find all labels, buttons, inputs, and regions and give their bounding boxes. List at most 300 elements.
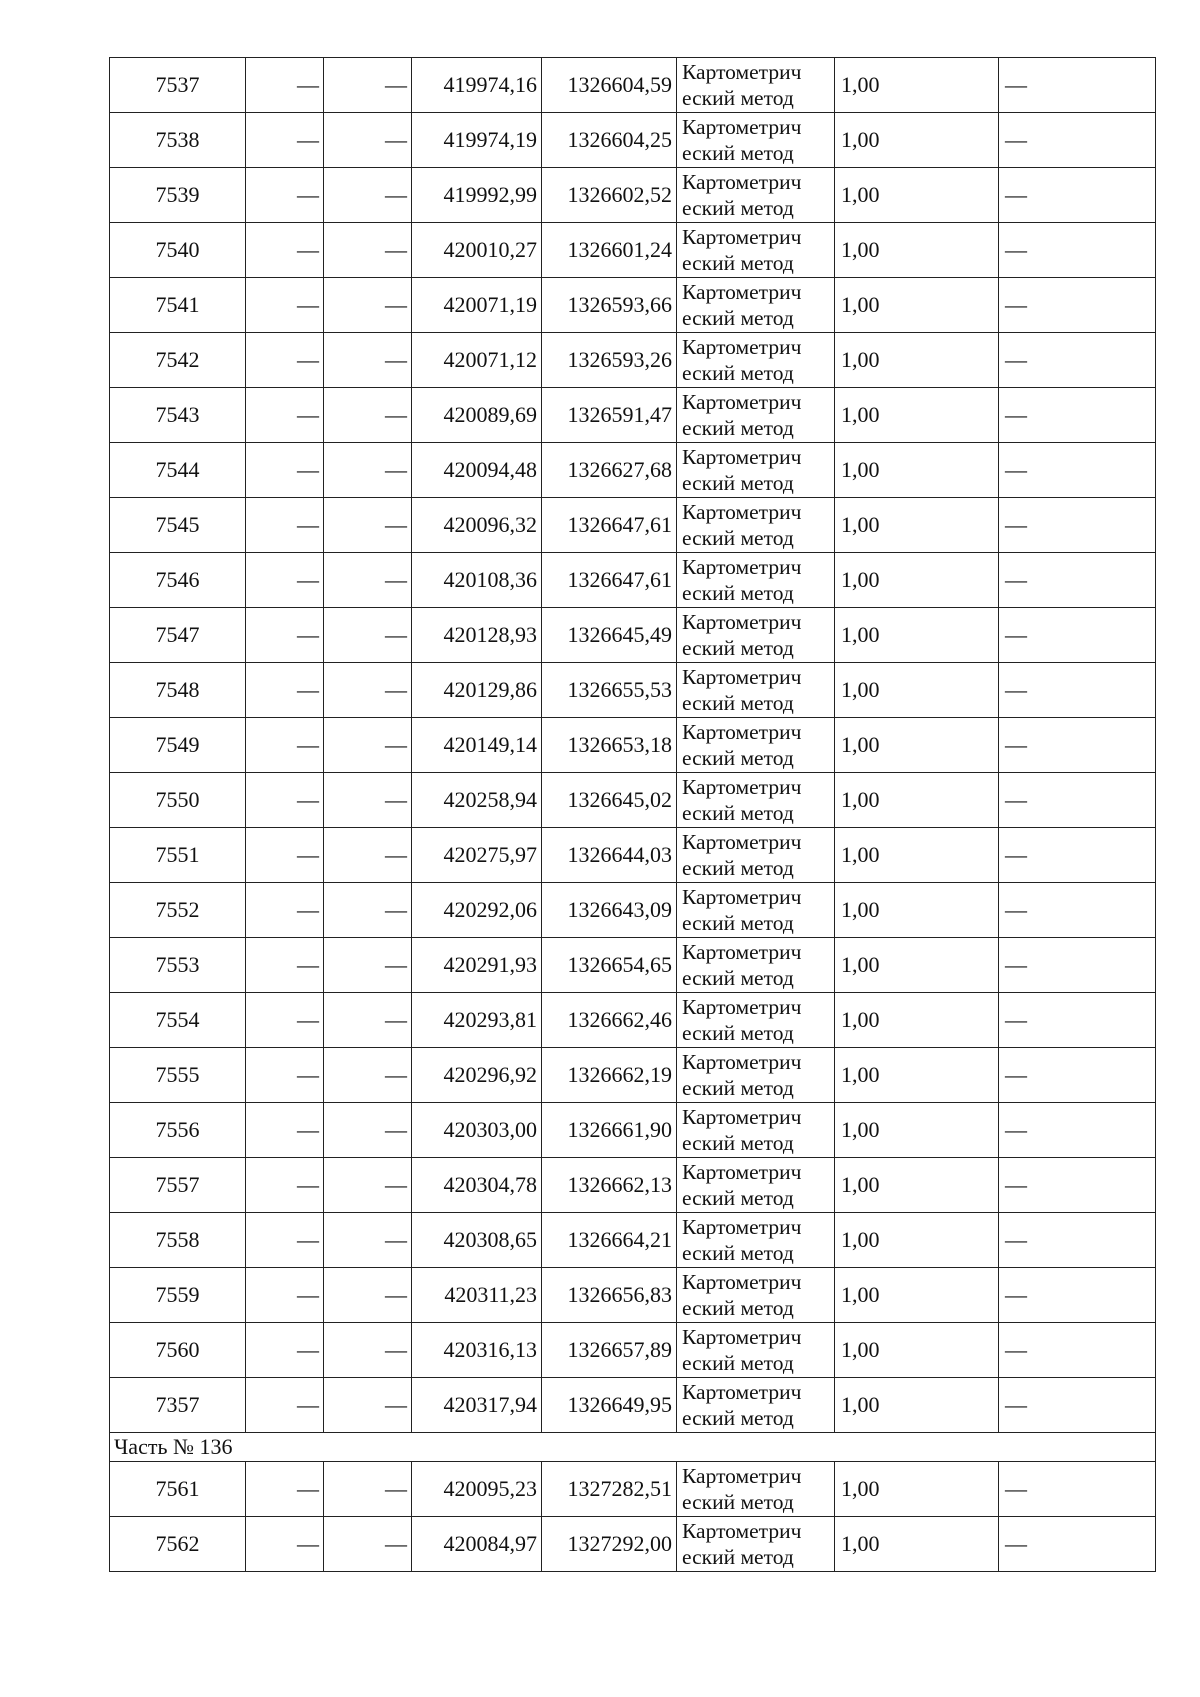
point-number-cell: 7538 [110,113,246,168]
new-y-cell: 1326664,21 [542,1213,677,1268]
point-number-cell: 7357 [110,1378,246,1433]
point-number-cell: 7552 [110,883,246,938]
table-row [110,938,1156,993]
old-y-cell: — [324,58,412,113]
method-cell [677,773,835,828]
old-x-cell: — [246,223,324,278]
table-row [110,113,1156,168]
accuracy-cell: 1,00 [835,1158,999,1213]
point-number-cell: 7539 [110,168,246,223]
new-x-cell: 420292,06 [412,883,542,938]
method-line-2: еский метод [682,1131,794,1155]
table-row [110,1213,1156,1268]
description-cell: — [999,718,1156,773]
description-cell: — [999,1268,1156,1323]
method-cell [677,223,835,278]
accuracy-cell: 1,00 [835,278,999,333]
old-y-cell: — [324,1048,412,1103]
accuracy-cell: 1,00 [835,1103,999,1158]
new-x-cell: 420149,14 [412,718,542,773]
method-line-2: еский метод [682,416,794,440]
method-line-1: Картометрич [682,1270,802,1294]
new-x-cell: 419974,19 [412,113,542,168]
new-y-cell: 1326662,19 [542,1048,677,1103]
description-cell: — [999,168,1156,223]
method-cell [677,1213,835,1268]
new-x-cell: 420316,13 [412,1323,542,1378]
method-cell [677,278,835,333]
old-x-cell: — [246,388,324,443]
table-row [110,773,1156,828]
new-y-cell: 1326662,46 [542,993,677,1048]
new-y-cell: 1326647,61 [542,553,677,608]
new-y-cell: 1326604,59 [542,58,677,113]
method-line-1: Картометрич [682,665,802,689]
method-line-2: еский метод [682,306,794,330]
new-x-cell: 420094,48 [412,443,542,498]
method-cell [677,1323,835,1378]
method-line-2: еский метод [682,1186,794,1210]
point-number-cell: 7540 [110,223,246,278]
description-cell: — [999,993,1156,1048]
old-x-cell: — [246,1268,324,1323]
new-y-cell: 1326653,18 [542,718,677,773]
accuracy-cell: 1,00 [835,223,999,278]
accuracy-cell: 1,00 [835,773,999,828]
old-y-cell: — [324,443,412,498]
old-x-cell: — [246,938,324,993]
accuracy-cell: 1,00 [835,58,999,113]
new-x-cell: 420275,97 [412,828,542,883]
method-line-2: еский метод [682,966,794,990]
description-cell: — [999,58,1156,113]
new-x-cell: 420096,32 [412,498,542,553]
old-x-cell: — [246,1517,324,1572]
method-line-1: Картометрич [682,775,802,799]
section-header-row [110,1433,1156,1462]
old-y-cell: — [324,718,412,773]
old-x-cell: — [246,883,324,938]
old-y-cell: — [324,828,412,883]
method-line-1: Картометрич [682,225,802,249]
method-cell [677,168,835,223]
point-number-cell: 7547 [110,608,246,663]
method-line-2: еский метод [682,801,794,825]
table-row [110,443,1156,498]
method-line-1: Картометрич [682,1519,802,1543]
old-x-cell: — [246,498,324,553]
new-y-cell: 1327292,00 [542,1517,677,1572]
new-x-cell: 420258,94 [412,773,542,828]
new-y-cell: 1326593,26 [542,333,677,388]
section-label: Часть № 136 [110,1433,1156,1462]
point-number-cell: 7550 [110,773,246,828]
point-number-cell: 7557 [110,1158,246,1213]
description-cell: — [999,113,1156,168]
description-cell: — [999,1048,1156,1103]
new-y-cell: 1326643,09 [542,883,677,938]
table-row [110,1378,1156,1433]
old-y-cell: — [324,278,412,333]
method-line-2: еский метод [682,1545,794,1569]
new-x-cell: 420108,36 [412,553,542,608]
new-y-cell: 1326657,89 [542,1323,677,1378]
method-line-1: Картометрич [682,1380,802,1404]
method-line-2: еский метод [682,86,794,110]
accuracy-cell: 1,00 [835,663,999,718]
method-line-1: Картометрич [682,830,802,854]
description-cell: — [999,223,1156,278]
method-line-1: Картометрич [682,555,802,579]
method-line-1: Картометрич [682,390,802,414]
old-x-cell: — [246,1048,324,1103]
method-line-2: еский метод [682,1296,794,1320]
method-cell [677,938,835,993]
old-y-cell: — [324,553,412,608]
accuracy-cell: 1,00 [835,1378,999,1433]
old-y-cell: — [324,223,412,278]
description-cell: — [999,1213,1156,1268]
method-line-2: еский метод [682,856,794,880]
table-row [110,993,1156,1048]
table-row [110,223,1156,278]
old-x-cell: — [246,168,324,223]
method-line-2: еский метод [682,1490,794,1514]
old-y-cell: — [324,773,412,828]
new-x-cell: 420084,97 [412,1517,542,1572]
old-x-cell: — [246,773,324,828]
description-cell: — [999,1462,1156,1517]
method-cell [677,58,835,113]
new-y-cell: 1326656,83 [542,1268,677,1323]
accuracy-cell: 1,00 [835,1517,999,1572]
new-y-cell: 1326645,02 [542,773,677,828]
table-row [110,553,1156,608]
new-y-cell: 1326601,24 [542,223,677,278]
method-line-1: Картометрич [682,885,802,909]
table-row [110,1103,1156,1158]
method-line-2: еский метод [682,691,794,715]
old-x-cell: — [246,1158,324,1213]
table-row [110,1268,1156,1323]
accuracy-cell: 1,00 [835,883,999,938]
method-line-2: еский метод [682,526,794,550]
description-cell: — [999,663,1156,718]
table-row [110,278,1156,333]
old-y-cell: — [324,938,412,993]
old-x-cell: — [246,1323,324,1378]
point-number-cell: 7561 [110,1462,246,1517]
accuracy-cell: 1,00 [835,718,999,773]
point-number-cell: 7541 [110,278,246,333]
new-x-cell: 420071,19 [412,278,542,333]
coordinates-table-body [110,58,1156,1572]
method-line-2: еский метод [682,361,794,385]
method-line-1: Картометрич [682,1325,802,1349]
point-number-cell: 7559 [110,1268,246,1323]
description-cell: — [999,388,1156,443]
point-number-cell: 7555 [110,1048,246,1103]
method-line-2: еский метод [682,196,794,220]
new-x-cell: 420308,65 [412,1213,542,1268]
new-y-cell: 1326602,52 [542,168,677,223]
new-x-cell: 419992,99 [412,168,542,223]
point-number-cell: 7556 [110,1103,246,1158]
method-line-1: Картометрич [682,1050,802,1074]
accuracy-cell: 1,00 [835,388,999,443]
table-row [110,1517,1156,1572]
old-y-cell: — [324,113,412,168]
new-y-cell: 1326591,47 [542,388,677,443]
table-row [110,608,1156,663]
point-number-cell: 7549 [110,718,246,773]
method-line-2: еский метод [682,1406,794,1430]
table-row [110,333,1156,388]
old-x-cell: — [246,608,324,663]
table-row [110,828,1156,883]
table-row [110,1158,1156,1213]
method-line-1: Картометрич [682,500,802,524]
description-cell: — [999,938,1156,993]
description-cell: — [999,278,1156,333]
method-line-2: еский метод [682,1076,794,1100]
method-cell [677,1517,835,1572]
point-number-cell: 7546 [110,553,246,608]
description-cell: — [999,553,1156,608]
new-y-cell: 1326661,90 [542,1103,677,1158]
method-line-2: еский метод [682,746,794,770]
point-number-cell: 7544 [110,443,246,498]
description-cell: — [999,333,1156,388]
method-cell [677,553,835,608]
new-y-cell: 1326644,03 [542,828,677,883]
accuracy-cell: 1,00 [835,828,999,883]
new-y-cell: 1326645,49 [542,608,677,663]
old-x-cell: — [246,58,324,113]
coordinates-table [109,57,1156,1572]
method-line-2: еский метод [682,581,794,605]
method-line-1: Картометрич [682,720,802,744]
new-y-cell: 1326655,53 [542,663,677,718]
method-line-1: Картометрич [682,1464,802,1488]
method-line-1: Картометрич [682,1105,802,1129]
old-x-cell: — [246,1213,324,1268]
description-cell: — [999,828,1156,883]
new-y-cell: 1326662,13 [542,1158,677,1213]
table-row [110,883,1156,938]
old-y-cell: — [324,1103,412,1158]
point-number-cell: 7545 [110,498,246,553]
point-number-cell: 7562 [110,1517,246,1572]
method-cell [677,333,835,388]
new-y-cell: 1326627,68 [542,443,677,498]
old-x-cell: — [246,718,324,773]
old-x-cell: — [246,1378,324,1433]
table-row [110,1323,1156,1378]
new-x-cell: 420071,12 [412,333,542,388]
method-cell [677,883,835,938]
new-x-cell: 420304,78 [412,1158,542,1213]
new-x-cell: 420128,93 [412,608,542,663]
accuracy-cell: 1,00 [835,443,999,498]
point-number-cell: 7551 [110,828,246,883]
point-number-cell: 7560 [110,1323,246,1378]
new-y-cell: 1326604,25 [542,113,677,168]
table-row [110,663,1156,718]
description-cell: — [999,883,1156,938]
old-x-cell: — [246,443,324,498]
new-x-cell: 420303,00 [412,1103,542,1158]
old-y-cell: — [324,1517,412,1572]
new-x-cell: 420293,81 [412,993,542,1048]
table-row [110,58,1156,113]
description-cell: — [999,1378,1156,1433]
method-line-2: еский метод [682,636,794,660]
old-x-cell: — [246,278,324,333]
method-cell [677,1378,835,1433]
old-y-cell: — [324,1213,412,1268]
method-line-1: Картометрич [682,1160,802,1184]
old-x-cell: — [246,113,324,168]
accuracy-cell: 1,00 [835,553,999,608]
old-y-cell: — [324,168,412,223]
old-y-cell: — [324,388,412,443]
new-y-cell: 1326647,61 [542,498,677,553]
method-line-2: еский метод [682,471,794,495]
accuracy-cell: 1,00 [835,1213,999,1268]
accuracy-cell: 1,00 [835,1323,999,1378]
new-x-cell: 420089,69 [412,388,542,443]
accuracy-cell: 1,00 [835,608,999,663]
method-cell [677,443,835,498]
method-line-1: Картометрич [682,995,802,1019]
description-cell: — [999,1517,1156,1572]
description-cell: — [999,1103,1156,1158]
description-cell: — [999,773,1156,828]
method-cell [677,1158,835,1213]
method-line-1: Картометрич [682,1215,802,1239]
method-line-2: еский метод [682,251,794,275]
method-line-2: еский метод [682,911,794,935]
point-number-cell: 7558 [110,1213,246,1268]
method-line-2: еский метод [682,1241,794,1265]
new-x-cell: 419974,16 [412,58,542,113]
method-cell [677,113,835,168]
old-x-cell: — [246,663,324,718]
old-x-cell: — [246,828,324,883]
description-cell: — [999,1158,1156,1213]
new-x-cell: 420291,93 [412,938,542,993]
old-y-cell: — [324,1462,412,1517]
new-y-cell: 1326654,65 [542,938,677,993]
old-y-cell: — [324,883,412,938]
point-number-cell: 7553 [110,938,246,993]
method-cell [677,1462,835,1517]
accuracy-cell: 1,00 [835,938,999,993]
new-y-cell: 1327282,51 [542,1462,677,1517]
old-y-cell: — [324,333,412,388]
old-y-cell: — [324,1268,412,1323]
accuracy-cell: 1,00 [835,333,999,388]
point-number-cell: 7554 [110,993,246,1048]
method-cell [677,1048,835,1103]
description-cell: — [999,498,1156,553]
method-cell [677,388,835,443]
table-row [110,1048,1156,1103]
new-y-cell: 1326593,66 [542,278,677,333]
method-line-1: Картометрич [682,280,802,304]
method-cell [677,718,835,773]
method-line-2: еский метод [682,141,794,165]
method-cell [677,608,835,663]
accuracy-cell: 1,00 [835,498,999,553]
method-cell [677,663,835,718]
table-row [110,718,1156,773]
accuracy-cell: 1,00 [835,1268,999,1323]
method-line-1: Картометрич [682,170,802,194]
old-x-cell: — [246,993,324,1048]
old-x-cell: — [246,1103,324,1158]
description-cell: — [999,443,1156,498]
method-line-1: Картометрич [682,445,802,469]
new-y-cell: 1326649,95 [542,1378,677,1433]
method-line-1: Картометрич [682,115,802,139]
table-row [110,498,1156,553]
old-x-cell: — [246,333,324,388]
new-x-cell: 420129,86 [412,663,542,718]
method-line-1: Картометрич [682,610,802,634]
method-cell [677,1103,835,1158]
method-line-1: Картометрич [682,335,802,359]
accuracy-cell: 1,00 [835,1462,999,1517]
method-cell [677,1268,835,1323]
old-y-cell: — [324,498,412,553]
old-y-cell: — [324,1323,412,1378]
table-row [110,1462,1156,1517]
old-y-cell: — [324,1378,412,1433]
point-number-cell: 7542 [110,333,246,388]
old-x-cell: — [246,553,324,608]
table-row [110,168,1156,223]
old-y-cell: — [324,663,412,718]
accuracy-cell: 1,00 [835,113,999,168]
point-number-cell: 7543 [110,388,246,443]
method-line-1: Картометрич [682,940,802,964]
description-cell: — [999,608,1156,663]
new-x-cell: 420311,23 [412,1268,542,1323]
old-y-cell: — [324,993,412,1048]
coordinates-table-sheet [109,57,1155,1572]
accuracy-cell: 1,00 [835,1048,999,1103]
new-x-cell: 420010,27 [412,223,542,278]
method-cell [677,498,835,553]
point-number-cell: 7548 [110,663,246,718]
description-cell: — [999,1323,1156,1378]
table-row [110,388,1156,443]
method-line-2: еский метод [682,1351,794,1375]
old-y-cell: — [324,1158,412,1213]
method-line-2: еский метод [682,1021,794,1045]
accuracy-cell: 1,00 [835,168,999,223]
method-line-1: Картометрич [682,60,802,84]
old-y-cell: — [324,608,412,663]
accuracy-cell: 1,00 [835,993,999,1048]
new-x-cell: 420095,23 [412,1462,542,1517]
new-x-cell: 420296,92 [412,1048,542,1103]
method-cell [677,993,835,1048]
old-x-cell: — [246,1462,324,1517]
new-x-cell: 420317,94 [412,1378,542,1433]
